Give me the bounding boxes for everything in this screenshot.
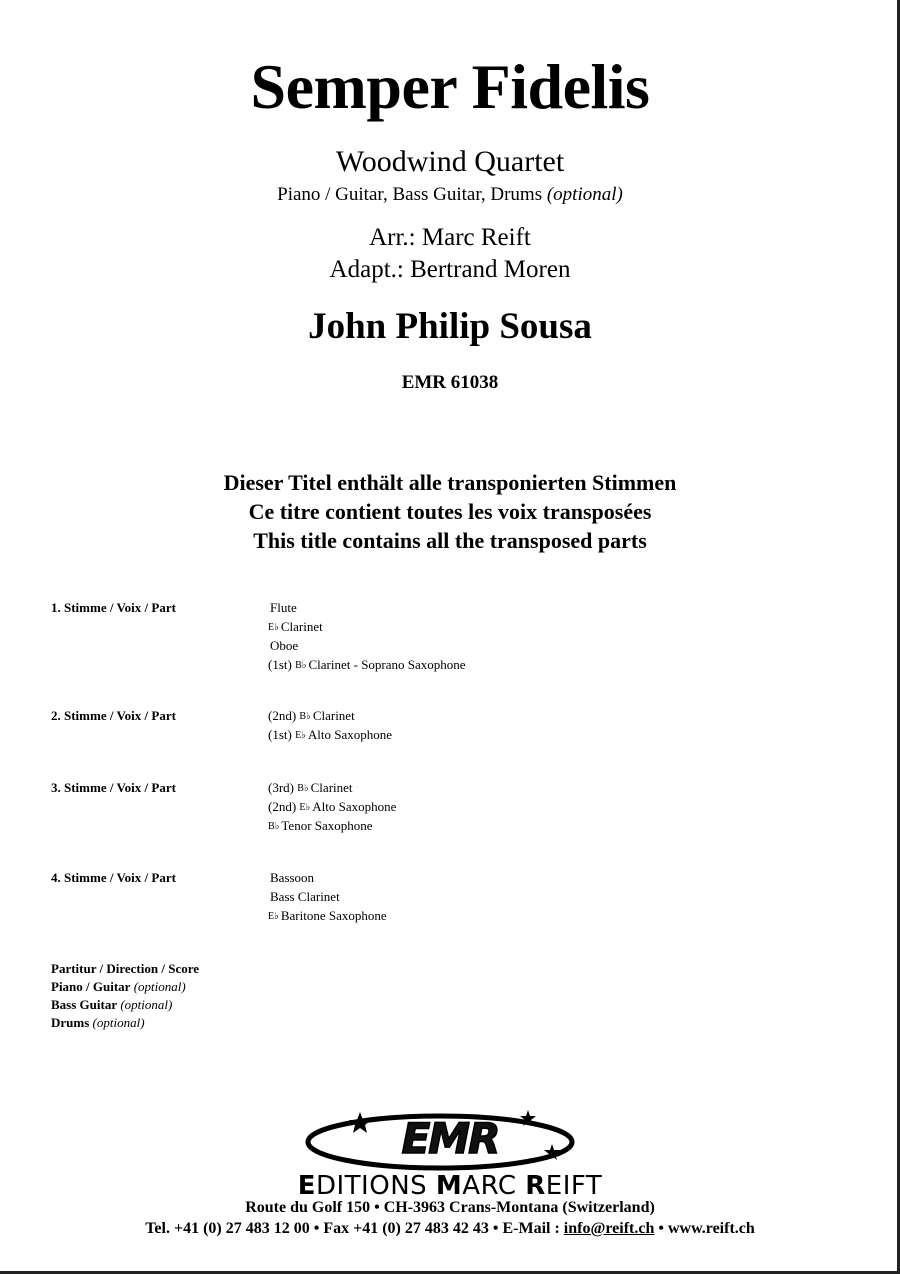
transposed-notice-en: This title contains all the transposed parts — [253, 528, 647, 553]
extra-part-item: Drums (optional) — [51, 1015, 145, 1030]
instrument-item: E♭ Baritone Saxophone — [268, 908, 387, 923]
publisher-contact: Tel. +41 (0) 27 483 12 00 • Fax +41 (0) 27 483 42 43 • E-Mail : info@reift.ch • www.reift.ch — [145, 1220, 755, 1237]
part-label: 4. Stimme / Voix / Part — [51, 870, 176, 885]
instrument-item: (1st) E♭ Alto Saxophone — [268, 727, 393, 742]
instrument-item: B♭ Tenor Saxophone — [268, 818, 373, 833]
ensemble-subtitle: Woodwind Quartet — [335, 145, 565, 178]
part-label: 1. Stimme / Voix / Part — [51, 600, 176, 615]
transposed-notice-de: Dieser Titel enthält alle transponierten Stimmen — [223, 470, 677, 495]
extra-part-item: Partitur / Direction / Score — [51, 961, 200, 976]
instrument-item: Bass Clarinet — [270, 889, 340, 904]
part-label: 2. Stimme / Voix / Part — [51, 708, 176, 723]
part-instrument-list — [268, 779, 396, 836]
page-title: Semper Fidelis — [250, 51, 650, 122]
extra-parts-list — [51, 960, 199, 1032]
publisher-name: EDITIONS MARC REIFT — [297, 1171, 603, 1201]
catalog-number: EMR 61038 — [401, 372, 499, 393]
emr-logo-text: EMR — [401, 1114, 499, 1163]
instrumentation-optional: (optional) — [546, 184, 623, 205]
transposed-notice-fr: Ce titre contient toutes les voix transposées — [248, 499, 652, 524]
extra-part-item: Piano / Guitar (optional) — [51, 979, 186, 994]
adapter: Adapt.: Bertrand Moren — [329, 256, 571, 283]
email-link[interactable]: info@reift.ch — [563, 1220, 655, 1237]
instrument-item: Bassoon — [270, 870, 315, 885]
instrument-item: (1st) B♭ Clarinet - Soprano Saxophone — [268, 657, 466, 672]
part-instrument-list — [268, 599, 466, 675]
instrument-item: (2nd) B♭ Clarinet — [268, 708, 355, 723]
instrumentation-text: Piano / Guitar, Bass Guitar, Drums — [277, 184, 543, 205]
instrument-item: (2nd) E♭ Alto Saxophone — [268, 799, 397, 814]
arranger: Arr.: Marc Reift — [369, 224, 531, 251]
instrument-item: E♭ Clarinet — [268, 619, 323, 634]
publisher-address: Route du Golf 150 • CH-3963 Crans-Montana (Switzerland) — [245, 1199, 655, 1216]
part-label: 3. Stimme / Voix / Part — [51, 780, 176, 795]
instrumentation-line — [0, 184, 900, 206]
instrument-item: Oboe — [270, 638, 299, 653]
instrument-item: (3rd) B♭ Clarinet — [268, 780, 353, 795]
part-instrument-list — [268, 707, 392, 745]
instrument-item: Flute — [270, 600, 297, 615]
part-instrument-list — [268, 869, 387, 926]
composer: John Philip Sousa — [308, 306, 592, 347]
extra-part-item: Bass Guitar (optional) — [51, 997, 173, 1012]
